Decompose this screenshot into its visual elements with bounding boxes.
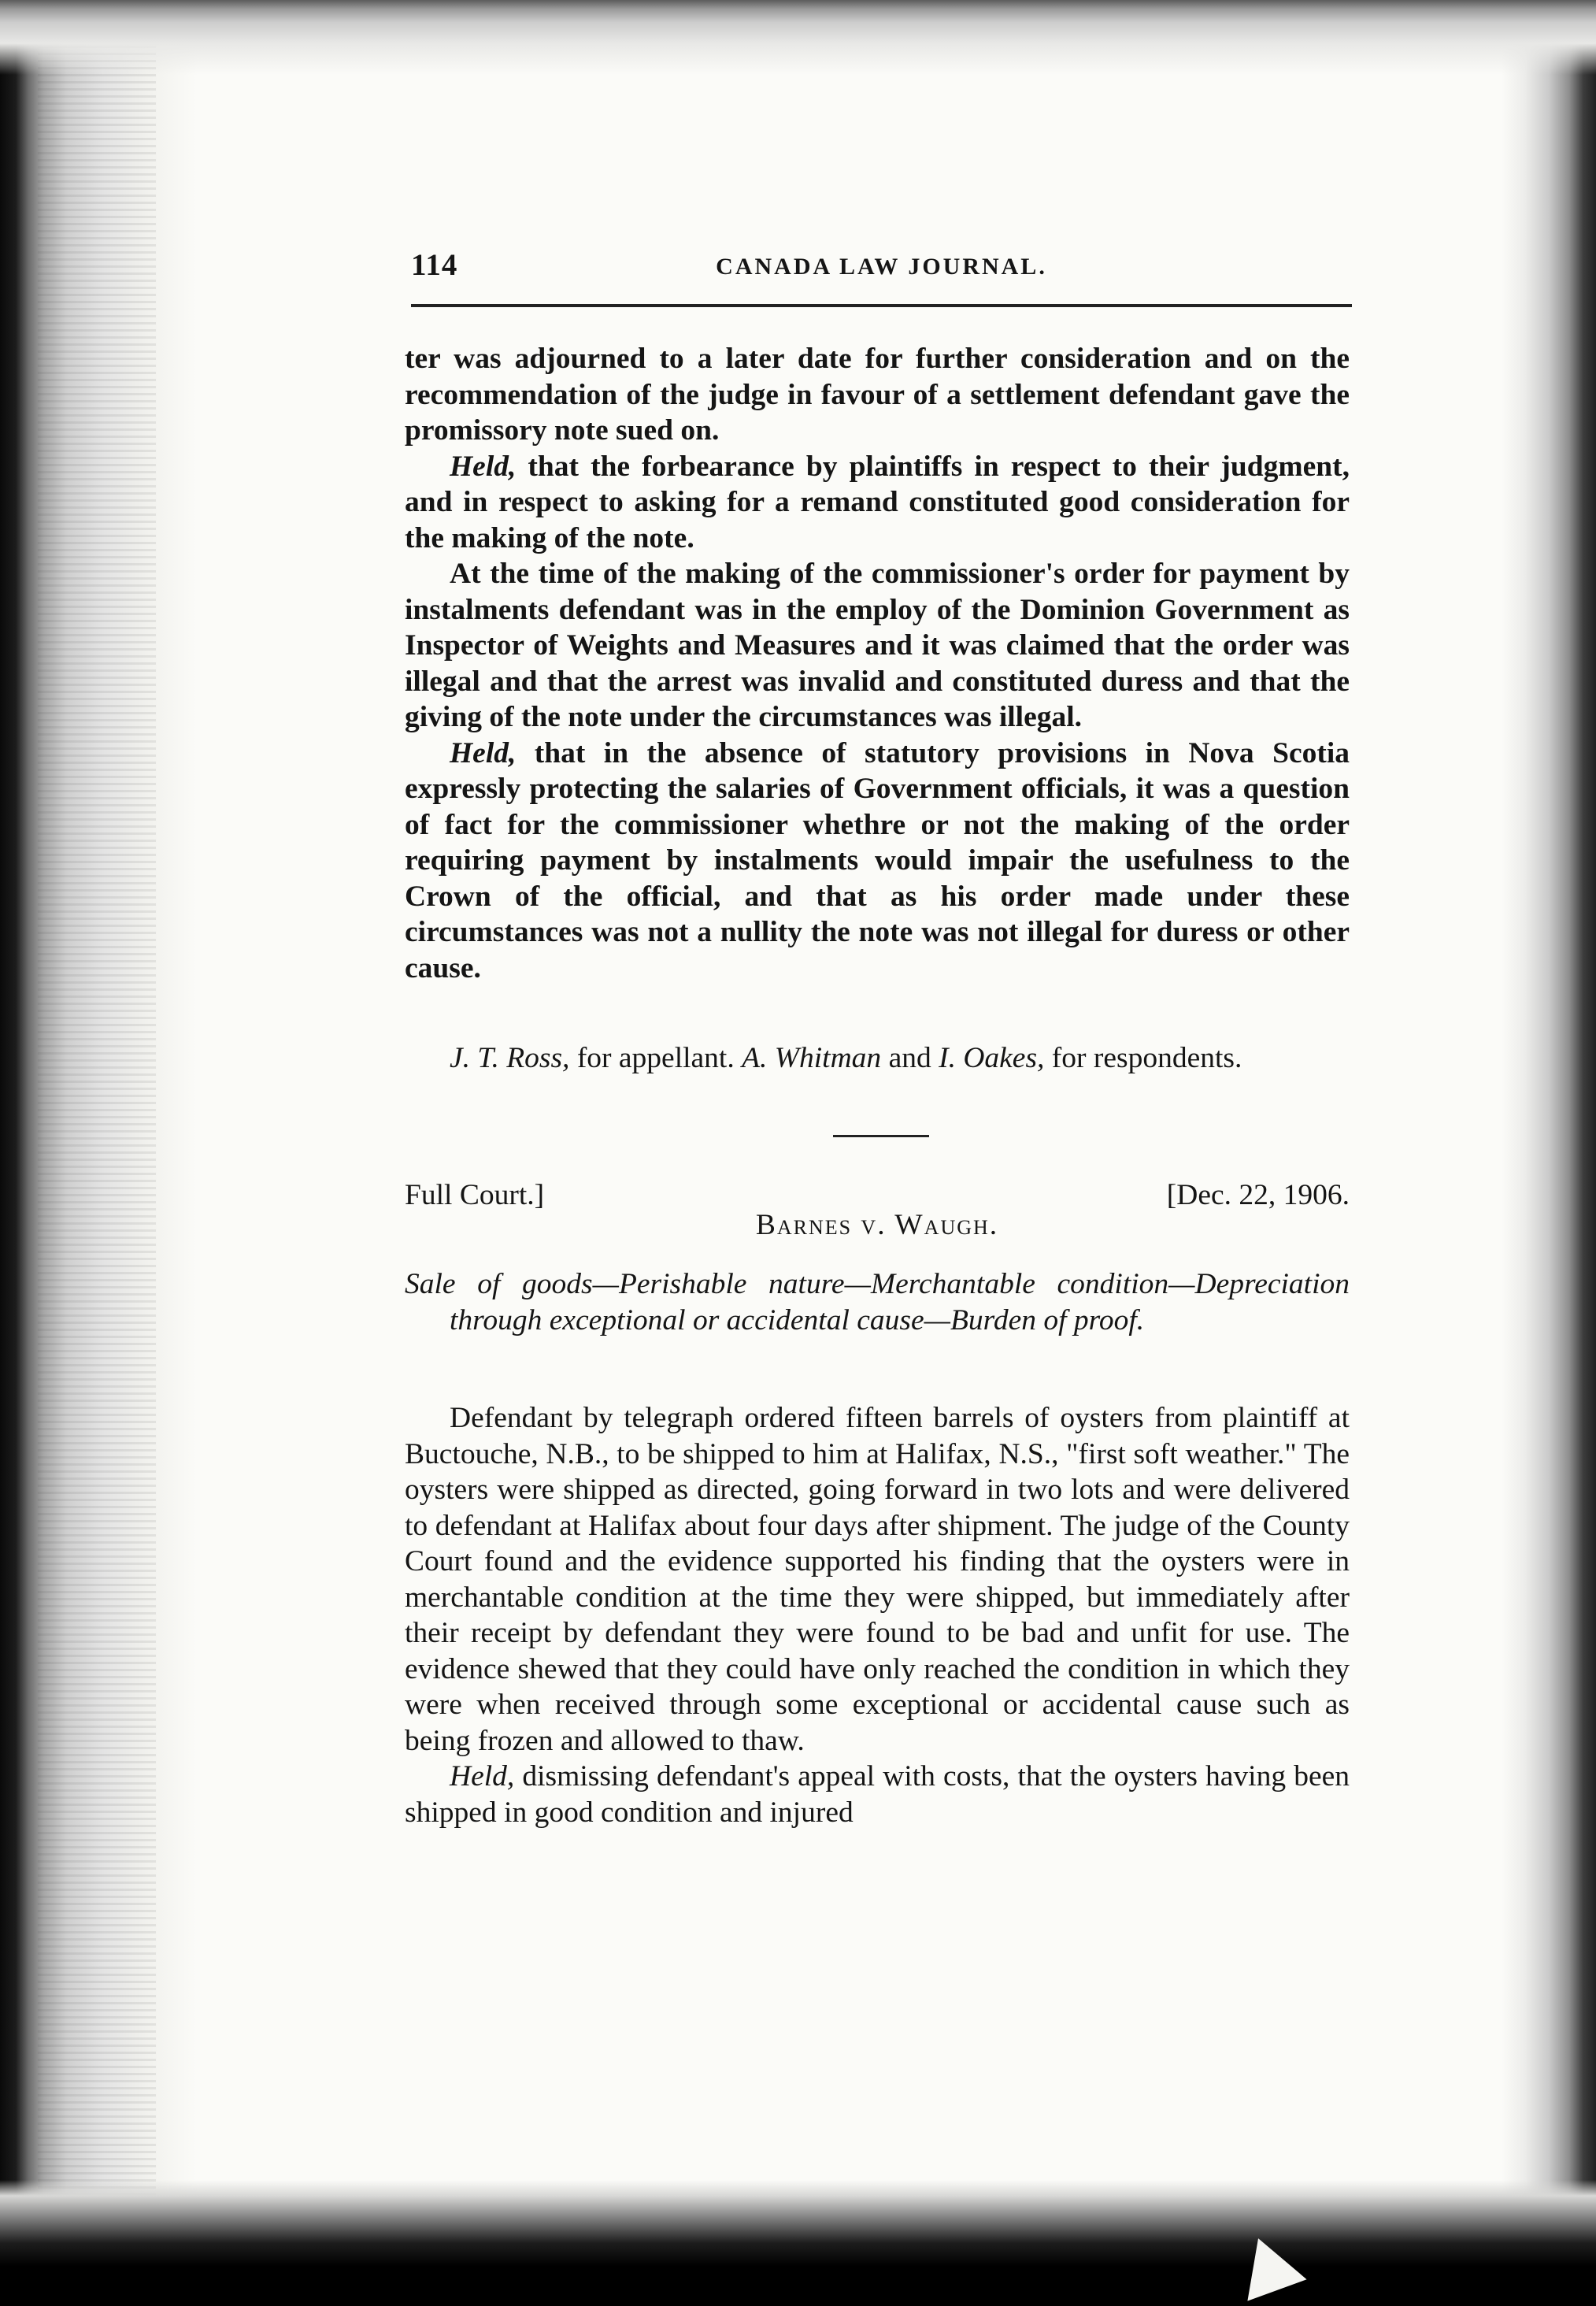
page-number: 114 [411, 248, 458, 282]
counsel-name: I. Oakes, [939, 1042, 1045, 1074]
case-headnote: Sale of goods—Perishable nature—Merchantable condition—Depreciation through exceptional or accidental cause—Burden of proof. [405, 1268, 1350, 1337]
paragraph: Held, dismissing defendant's appeal with costs, that the oysters having been shipped in good condition and injured [405, 1760, 1350, 1829]
page-edge-top [0, 0, 1596, 75]
section-divider [833, 1135, 929, 1137]
decision-date: [Dec. 22, 1906. [1166, 1179, 1350, 1211]
court-name: Full Court.] [405, 1179, 545, 1211]
page-edge-bottom [0, 2180, 1596, 2306]
running-head [411, 244, 1352, 295]
header-rule [411, 304, 1352, 307]
paragraph: Held, that in the absence of statutory provisions in Nova Scotia expressly protecting the salaries of Government officials, it was a question of fact for the commissioner whethre or not the making of the order requiring payment by instalments would impair the usefulness to the Crown of the official, and that as his order made under these circumstances was not a nullity the note was not illegal for duress or other cause. [405, 736, 1350, 984]
paragraph: Held, that the forbearance by plaintiffs in respect to their judgment, and in respect to asking for a remand constituted good consideration for the making of the note. [405, 450, 1350, 554]
paragraph: At the time of the making of the commissioner's order for payment by instalments defendant was in the employ of the Dominion Government as Inspector of Weights and Measures and it was claimed that the order was illegal and that the arrest was invalid and constituted duress and that the giving of the note under the circumstances was illegal. [405, 558, 1350, 733]
counsel-name: A. Whitman [742, 1042, 882, 1074]
section-previous-case [405, 341, 1350, 986]
held-label: Held, [450, 1760, 515, 1793]
counsel-name: J. T. Ross, [450, 1042, 570, 1074]
held-label: Held, [450, 450, 517, 483]
binding-shadow-left [0, 0, 197, 2306]
section-case-body [405, 1400, 1350, 1830]
paragraph: ter was adjourned to a later date for further consideration and on the recommendation of the judge in favour of a settlement defendant gave the promissory note sued on. [405, 343, 1350, 447]
paragraph: Defendant by telegraph ordered fifteen barrels of oysters from plaintiff at Buctouche, N.B., to be shipped to him at Halifax, N.S., "first soft weather." The oysters were shipped as directed, going forward in two lots and were delivered to defendant at Halifax about four days after shipment. The judge of the County Court found and the evidence supported his finding that the oysters were in merchantable condition at the time they were shipped, but immediately after their receipt by defendant they were found to be bad and unfit for use. The evidence shewed that they could have only reached the condition in which they were when received through some exceptional or accidental cause such as being frozen and allowed to thaw. [405, 1402, 1350, 1757]
counsel-line: J. T. Ross, for appellant. A. Whitman and I. Oakes, for respondents. [450, 1042, 1242, 1074]
case-title: Barnes v. Waugh. [755, 1209, 999, 1241]
journal-title: CANADA LAW JOURNAL. [716, 254, 1047, 280]
page-edge-right [1502, 0, 1596, 2306]
held-label: Held, [450, 736, 517, 769]
